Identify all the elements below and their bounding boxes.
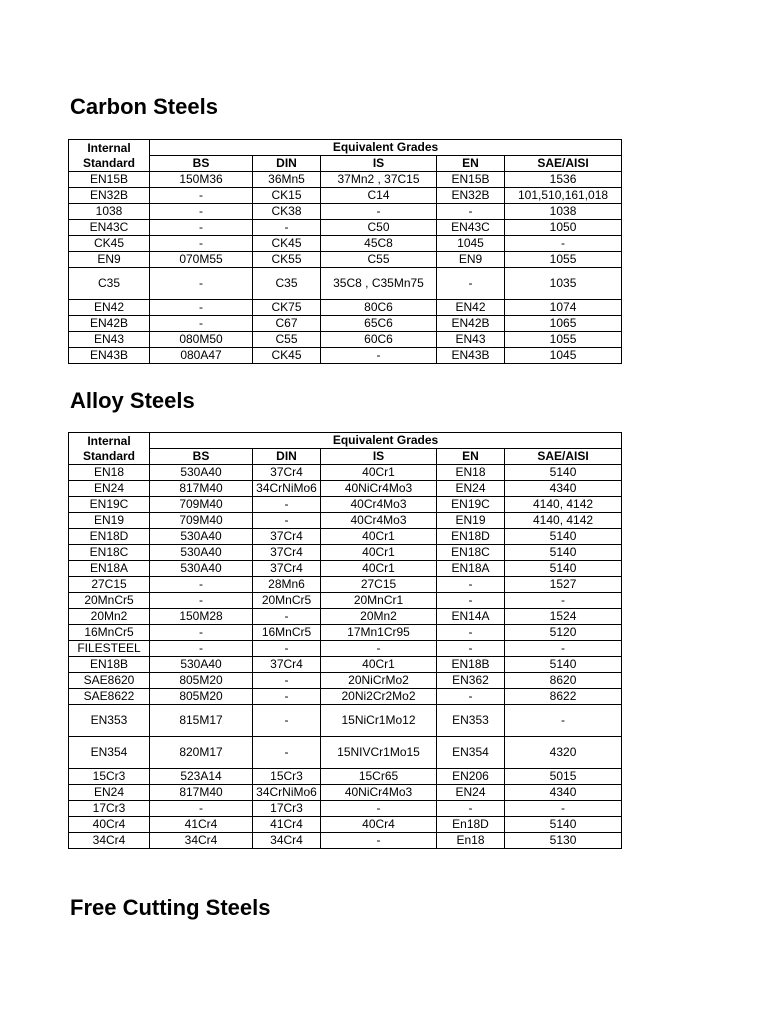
cell-din: 37Cr4 (253, 529, 321, 545)
cell-sae-aisi: 5120 (505, 625, 622, 641)
section-title-alloy-steels: Alloy Steels (70, 388, 195, 413)
cell-internal-standard: EN43C (69, 220, 150, 236)
cell-din: - (253, 497, 321, 513)
cell-sae-aisi: 1065 (505, 316, 622, 332)
cell-is: 37Mn2 , 37C15 (321, 172, 437, 188)
cell-sae-aisi: 4140, 4142 (505, 497, 622, 513)
cell-en: EN19 (437, 513, 505, 529)
cell-din: - (253, 705, 321, 737)
cell-sae-aisi: - (505, 593, 622, 609)
table-row (69, 593, 622, 609)
cell-internal-standard: FILESTEEL (69, 641, 150, 657)
cell-bs: 150M36 (150, 172, 253, 188)
cell-bs: - (150, 268, 253, 300)
cell-internal-standard: EN43B (69, 348, 150, 364)
table-row (69, 673, 622, 689)
header-internal-standard: Internal Standard (69, 433, 150, 465)
cell-is: 35C8 , C35Mn75 (321, 268, 437, 300)
table-row (69, 545, 622, 561)
carbon-steels-body (69, 172, 622, 364)
cell-en: EN18C (437, 545, 505, 561)
alloy-steels-body (69, 465, 622, 849)
cell-sae-aisi: 5015 (505, 769, 622, 785)
cell-sae-aisi: 1074 (505, 300, 622, 316)
table-row (69, 188, 622, 204)
cell-internal-standard: 27C15 (69, 577, 150, 593)
cell-en: En18D (437, 817, 505, 833)
cell-internal-standard: 1038 (69, 204, 150, 220)
cell-is: 40Cr1 (321, 561, 437, 577)
cell-sae-aisi: 8620 (505, 673, 622, 689)
cell-is: 65C6 (321, 316, 437, 332)
cell-is: 20NiCrMo2 (321, 673, 437, 689)
cell-en: - (437, 625, 505, 641)
cell-sae-aisi: 1055 (505, 252, 622, 268)
cell-din: 16MnCr5 (253, 625, 321, 641)
table-row (69, 609, 622, 625)
cell-is: C55 (321, 252, 437, 268)
cell-internal-standard: EN18 (69, 465, 150, 481)
cell-din: C55 (253, 332, 321, 348)
cell-internal-standard: EN42 (69, 300, 150, 316)
cell-internal-standard: 16MnCr5 (69, 625, 150, 641)
cell-din: CK45 (253, 348, 321, 364)
cell-en: - (437, 641, 505, 657)
cell-din: 15Cr3 (253, 769, 321, 785)
section-title-carbon-steels: Carbon Steels (70, 94, 218, 119)
header-bs: BS (150, 449, 253, 465)
cell-sae-aisi: 4140, 4142 (505, 513, 622, 529)
cell-is: 40Cr1 (321, 657, 437, 673)
cell-bs: - (150, 236, 253, 252)
cell-bs: 815M17 (150, 705, 253, 737)
cell-is: 20Mn2 (321, 609, 437, 625)
cell-sae-aisi: 5140 (505, 545, 622, 561)
cell-is: - (321, 833, 437, 849)
cell-en: EN15B (437, 172, 505, 188)
cell-bs: 150M28 (150, 609, 253, 625)
cell-bs: 709M40 (150, 513, 253, 529)
cell-en: EN206 (437, 769, 505, 785)
table-row (69, 332, 622, 348)
cell-is: 15NIVCr1Mo15 (321, 737, 437, 769)
cell-en: EN43B (437, 348, 505, 364)
cell-en: - (437, 801, 505, 817)
cell-internal-standard: EN353 (69, 705, 150, 737)
cell-en: - (437, 268, 505, 300)
cell-bs: 709M40 (150, 497, 253, 513)
header-internal-standard: Internal Standard (69, 140, 150, 172)
cell-bs: 34Cr4 (150, 833, 253, 849)
cell-bs: 820M17 (150, 737, 253, 769)
cell-internal-standard: 40Cr4 (69, 817, 150, 833)
cell-din: - (253, 513, 321, 529)
table-row (69, 641, 622, 657)
cell-sae-aisi: - (505, 641, 622, 657)
cell-bs: - (150, 300, 253, 316)
cell-sae-aisi: 4320 (505, 737, 622, 769)
cell-en: EN18B (437, 657, 505, 673)
cell-internal-standard: EN24 (69, 785, 150, 801)
table-row (69, 689, 622, 705)
header-is: IS (321, 156, 437, 172)
cell-din: 17Cr3 (253, 801, 321, 817)
cell-internal-standard: SAE8620 (69, 673, 150, 689)
cell-din: CK75 (253, 300, 321, 316)
cell-en: - (437, 204, 505, 220)
table-row (69, 705, 622, 737)
cell-din: C35 (253, 268, 321, 300)
table-row (69, 657, 622, 673)
cell-bs: 530A40 (150, 561, 253, 577)
header-din: DIN (253, 156, 321, 172)
cell-bs: 41Cr4 (150, 817, 253, 833)
cell-is: 27C15 (321, 577, 437, 593)
cell-din: 34CrNiMo6 (253, 785, 321, 801)
table-row (69, 801, 622, 817)
cell-is: - (321, 204, 437, 220)
cell-is: 15NiCr1Mo12 (321, 705, 437, 737)
cell-bs: - (150, 593, 253, 609)
header-sae-aisi: SAE/AISI (505, 156, 622, 172)
cell-internal-standard: EN24 (69, 481, 150, 497)
cell-sae-aisi: - (505, 705, 622, 737)
cell-internal-standard: CK45 (69, 236, 150, 252)
cell-bs: 530A40 (150, 529, 253, 545)
cell-en: EN18D (437, 529, 505, 545)
table-row (69, 252, 622, 268)
cell-en: EN354 (437, 737, 505, 769)
alloy-steels-table (68, 432, 622, 849)
cell-din: - (253, 689, 321, 705)
cell-is: 20Ni2Cr2Mo2 (321, 689, 437, 705)
table-row (69, 465, 622, 481)
cell-internal-standard: EN18B (69, 657, 150, 673)
table-row (69, 348, 622, 364)
cell-bs: 530A40 (150, 657, 253, 673)
cell-sae-aisi: 101,510,161,018 (505, 188, 622, 204)
cell-internal-standard: EN9 (69, 252, 150, 268)
cell-en: EN24 (437, 481, 505, 497)
cell-sae-aisi: 1050 (505, 220, 622, 236)
cell-din: - (253, 220, 321, 236)
cell-internal-standard: 20Mn2 (69, 609, 150, 625)
cell-en: EN42 (437, 300, 505, 316)
table-row (69, 220, 622, 236)
cell-bs: - (150, 316, 253, 332)
cell-en: EN32B (437, 188, 505, 204)
cell-is: 17Mn1Cr95 (321, 625, 437, 641)
cell-internal-standard: EN15B (69, 172, 150, 188)
cell-is: 40Cr1 (321, 545, 437, 561)
cell-bs: 080A47 (150, 348, 253, 364)
cell-en: 1045 (437, 236, 505, 252)
cell-bs: - (150, 625, 253, 641)
cell-din: 41Cr4 (253, 817, 321, 833)
table-row (69, 785, 622, 801)
cell-sae-aisi: 1038 (505, 204, 622, 220)
cell-is: 40NiCr4Mo3 (321, 785, 437, 801)
cell-is: 40Cr1 (321, 465, 437, 481)
cell-en: - (437, 577, 505, 593)
cell-internal-standard: EN354 (69, 737, 150, 769)
cell-internal-standard: EN32B (69, 188, 150, 204)
cell-is: C14 (321, 188, 437, 204)
cell-is: 40Cr4Mo3 (321, 497, 437, 513)
cell-internal-standard: EN42B (69, 316, 150, 332)
cell-din: 37Cr4 (253, 545, 321, 561)
cell-en: EN18A (437, 561, 505, 577)
cell-sae-aisi: 1035 (505, 268, 622, 300)
cell-bs: - (150, 577, 253, 593)
table-row (69, 481, 622, 497)
table-row (69, 833, 622, 849)
cell-sae-aisi: - (505, 236, 622, 252)
table-row (69, 316, 622, 332)
cell-is: C50 (321, 220, 437, 236)
cell-internal-standard: EN19 (69, 513, 150, 529)
header-en: EN (437, 449, 505, 465)
cell-sae-aisi: 5140 (505, 657, 622, 673)
table-row (69, 577, 622, 593)
table-row (69, 268, 622, 300)
cell-is: 20MnCr1 (321, 593, 437, 609)
table-row (69, 737, 622, 769)
cell-bs: - (150, 641, 253, 657)
section-title-free-cutting-steels: Free Cutting Steels (70, 895, 271, 920)
cell-sae-aisi: 4340 (505, 785, 622, 801)
cell-en: - (437, 593, 505, 609)
cell-sae-aisi: 5140 (505, 465, 622, 481)
header-bs: BS (150, 156, 253, 172)
cell-din: - (253, 641, 321, 657)
carbon-steels-table (68, 139, 622, 364)
cell-internal-standard: EN18D (69, 529, 150, 545)
cell-bs: - (150, 801, 253, 817)
cell-internal-standard: EN43 (69, 332, 150, 348)
table-row (69, 204, 622, 220)
table-row (69, 529, 622, 545)
cell-din: 37Cr4 (253, 657, 321, 673)
cell-en: - (437, 689, 505, 705)
cell-en: EN9 (437, 252, 505, 268)
cell-en: EN362 (437, 673, 505, 689)
header-equivalent-grades: Equivalent Grades (150, 433, 622, 449)
cell-internal-standard: 20MnCr5 (69, 593, 150, 609)
cell-sae-aisi: 1527 (505, 577, 622, 593)
cell-bs: 070M55 (150, 252, 253, 268)
cell-sae-aisi: 4340 (505, 481, 622, 497)
header-en: EN (437, 156, 505, 172)
cell-bs: 805M20 (150, 673, 253, 689)
cell-internal-standard: EN18A (69, 561, 150, 577)
cell-is: 15Cr65 (321, 769, 437, 785)
cell-internal-standard: 15Cr3 (69, 769, 150, 785)
table-row (69, 817, 622, 833)
cell-bs: - (150, 204, 253, 220)
cell-is: 80C6 (321, 300, 437, 316)
cell-sae-aisi: 5130 (505, 833, 622, 849)
cell-en: EN43 (437, 332, 505, 348)
cell-is: 45C8 (321, 236, 437, 252)
cell-din: 34Cr4 (253, 833, 321, 849)
cell-din: 37Cr4 (253, 465, 321, 481)
cell-internal-standard: 34Cr4 (69, 833, 150, 849)
cell-bs: 817M40 (150, 785, 253, 801)
cell-bs: - (150, 188, 253, 204)
table-row (69, 172, 622, 188)
cell-din: 37Cr4 (253, 561, 321, 577)
table-row (69, 300, 622, 316)
cell-sae-aisi: 5140 (505, 529, 622, 545)
cell-din: 20MnCr5 (253, 593, 321, 609)
cell-en: EN353 (437, 705, 505, 737)
cell-is: 40Cr1 (321, 529, 437, 545)
cell-is: - (321, 641, 437, 657)
cell-is: - (321, 348, 437, 364)
table-row (69, 561, 622, 577)
cell-din: CK45 (253, 236, 321, 252)
cell-sae-aisi: 5140 (505, 561, 622, 577)
cell-din: CK38 (253, 204, 321, 220)
cell-sae-aisi: 5140 (505, 817, 622, 833)
header-sae-aisi: SAE/AISI (505, 449, 622, 465)
header-equivalent-grades: Equivalent Grades (150, 140, 622, 156)
cell-din: 28Mn6 (253, 577, 321, 593)
cell-internal-standard: EN18C (69, 545, 150, 561)
cell-internal-standard: EN19C (69, 497, 150, 513)
cell-bs: 523A14 (150, 769, 253, 785)
cell-is: 60C6 (321, 332, 437, 348)
cell-is: - (321, 801, 437, 817)
cell-din: CK15 (253, 188, 321, 204)
cell-sae-aisi: 1055 (505, 332, 622, 348)
cell-bs: 080M50 (150, 332, 253, 348)
cell-sae-aisi: 1045 (505, 348, 622, 364)
cell-din: - (253, 737, 321, 769)
cell-din: 34CrNiMo6 (253, 481, 321, 497)
cell-en: En18 (437, 833, 505, 849)
cell-internal-standard: 17Cr3 (69, 801, 150, 817)
cell-en: EN24 (437, 785, 505, 801)
cell-bs: 530A40 (150, 545, 253, 561)
cell-din: C67 (253, 316, 321, 332)
table-row (69, 769, 622, 785)
cell-din: CK55 (253, 252, 321, 268)
table-row (69, 497, 622, 513)
table-row (69, 513, 622, 529)
cell-is: 40Cr4Mo3 (321, 513, 437, 529)
cell-en: EN19C (437, 497, 505, 513)
cell-en: EN18 (437, 465, 505, 481)
cell-is: 40NiCr4Mo3 (321, 481, 437, 497)
cell-sae-aisi: 8622 (505, 689, 622, 705)
cell-sae-aisi: 1524 (505, 609, 622, 625)
cell-din: - (253, 609, 321, 625)
cell-din: 36Mn5 (253, 172, 321, 188)
cell-internal-standard: C35 (69, 268, 150, 300)
cell-sae-aisi: 1536 (505, 172, 622, 188)
cell-din: - (253, 673, 321, 689)
cell-bs: 530A40 (150, 465, 253, 481)
table-row (69, 625, 622, 641)
cell-en: EN43C (437, 220, 505, 236)
cell-bs: 817M40 (150, 481, 253, 497)
cell-internal-standard: SAE8622 (69, 689, 150, 705)
cell-bs: - (150, 220, 253, 236)
cell-en: EN14A (437, 609, 505, 625)
cell-bs: 805M20 (150, 689, 253, 705)
cell-sae-aisi: - (505, 801, 622, 817)
cell-is: 40Cr4 (321, 817, 437, 833)
cell-en: EN42B (437, 316, 505, 332)
header-din: DIN (253, 449, 321, 465)
table-row (69, 236, 622, 252)
header-is: IS (321, 449, 437, 465)
